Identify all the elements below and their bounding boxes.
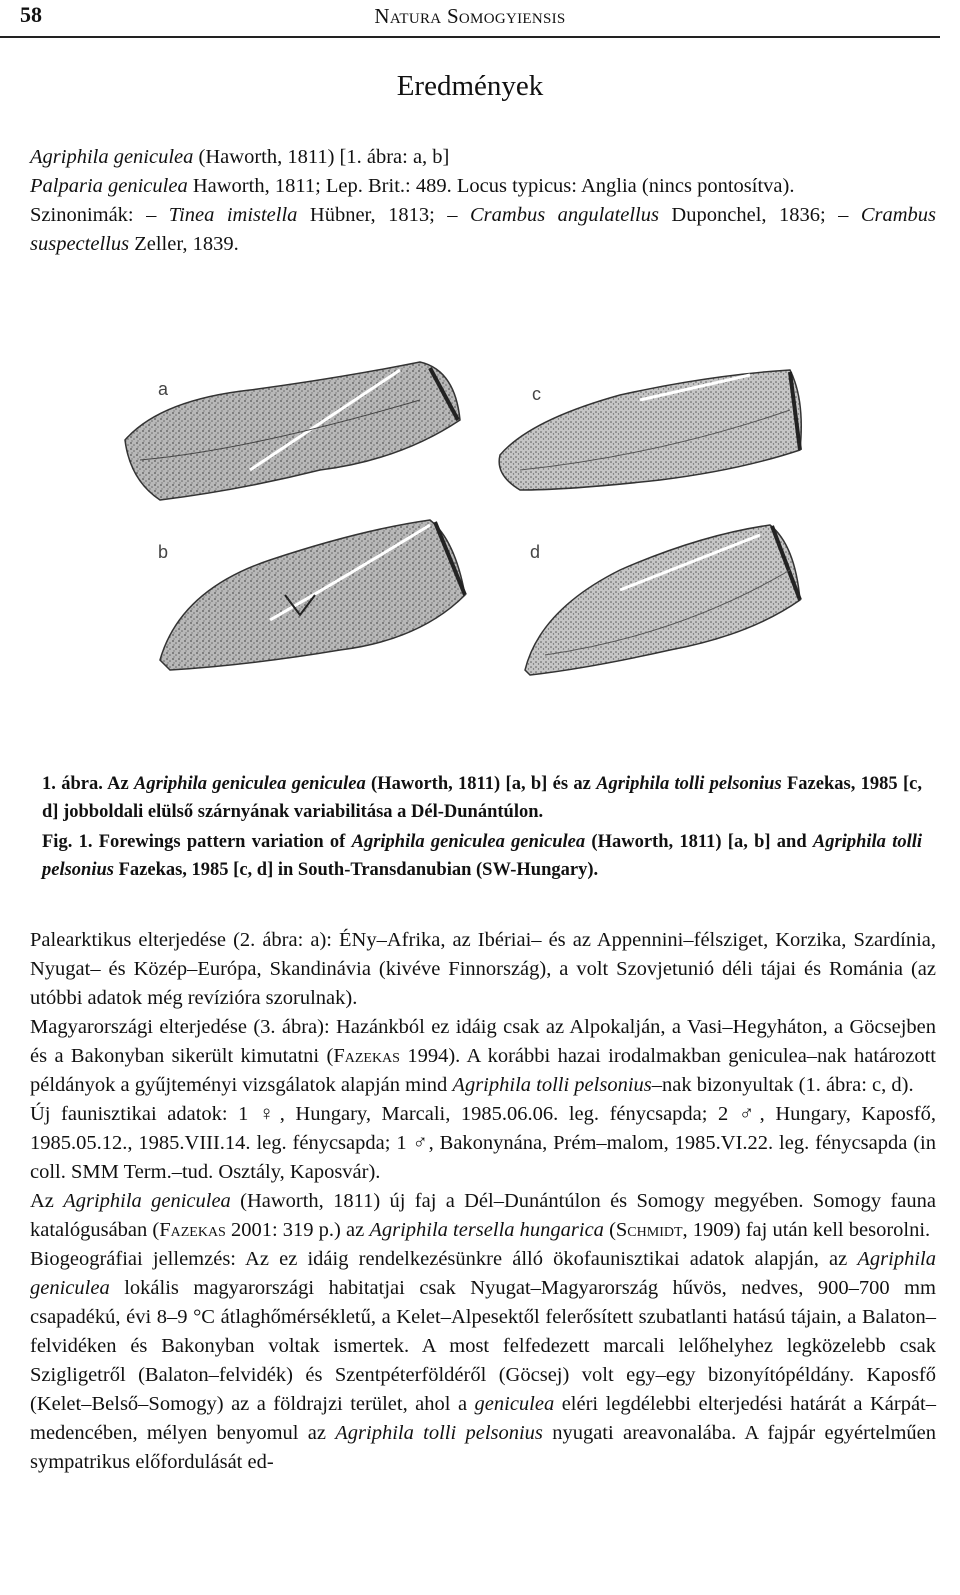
forewing-figure	[100, 340, 860, 710]
original-description: Haworth, 1811; Lep. Brit.: 489. Locus typicus: Anglia (nincs pontosítva).	[187, 175, 795, 197]
wing-d	[525, 525, 800, 675]
new-species-text-b: (Haworth, 1811) új faj a Dél–Dunántúlon és Somogy megyében. Somogy fauna katalógusában (	[30, 1190, 936, 1241]
new-faunistic-data: Új faunisztikai adatok: 1 ♀, Hungary, Marcali, 1985.06.06. leg. fénycsapda; 2 ♂, Hungary, Kaposfő, 1985.05.12., 1985.VIII.14. leg. fénycsapda; 1 ♂, Bakonynána, Prém–malom, 1985.VI.22. leg. fénycsapda (in coll. SMM Term.–tud. Osztály, Kaposvár).	[30, 1103, 936, 1183]
species-line-1	[30, 143, 936, 172]
species-author: (Haworth, 1811) [1. ábra: a, b]	[193, 146, 450, 168]
hungary-author: Fazekas	[333, 1045, 400, 1067]
journal-title: Natura Somogyiensis	[374, 4, 566, 28]
species-name: Agriphila geniculea	[30, 146, 194, 168]
wing-a	[125, 362, 460, 500]
section-title: Eredmények	[396, 70, 544, 102]
biogeo-name: Agriphila geniculea	[30, 1248, 936, 1299]
caption-hu-name1: Agriphila geniculea geniculea	[134, 774, 366, 794]
caption-en-part1: Fig. 1. Forewings pattern variation of	[42, 832, 352, 852]
species-line-2	[30, 172, 936, 201]
label-a: a	[158, 379, 169, 399]
label-b: b	[158, 542, 169, 562]
caption-hu-part1: 1. ábra. Az	[42, 774, 135, 794]
caption-hu-part2: (Haworth, 1811) [a, b] és az	[365, 774, 597, 794]
new-species-name: Agriphila geniculea	[63, 1190, 231, 1212]
wing-c	[499, 370, 801, 490]
caption-hu-part3: Fazekas, 1985 [c, d] jobboldali elülső szárnyának variabilitása a Dél-Dunántúlon.	[42, 774, 922, 822]
new-species-note	[30, 1187, 936, 1245]
caption-en-name1: Agriphila geniculea geniculea	[351, 832, 586, 852]
biogeo-text-d: nyugati areavonalába. A fajpár egyértelműen sympatrikus előfordulását ed-	[30, 1422, 936, 1473]
biogeo-text-b: lokális magyarországi habitatjai csak Nyugat–Magyarország hűvös, nedves, 900–700 mm csapadékú, évi 8–9 °C átlaghőmérsékletű, a Kelet–Alpesektől felerősített szubatlanti hatású tájain, a Balaton–felvidéken és Bakonyban voltak ismertek. A most felfedezett marcali lelőhelyhez legközelebb csak Szigligetről (Balaton–felvidék) és Szentpéterföldéről (Göcsej) volt egy–egy bizonyítópéldány. Kaposfő (Kelet–Belső–Somogy) az a földrajzi terület, ahol a	[30, 1277, 936, 1415]
original-combination: Palparia geniculea	[30, 175, 188, 197]
biogeo-name2: geniculea	[474, 1393, 555, 1415]
new-species-text-a: Az	[30, 1190, 64, 1212]
caption-en-name2: Agriphila tolli pelsonius	[42, 832, 922, 880]
caption-hungarian	[42, 770, 922, 826]
caption-en-part3: Fazekas, 1985 [c, d] in South-Transdanubian (SW-Hungary).	[113, 860, 599, 880]
forewing-illustration	[100, 340, 860, 710]
synonym-3-author: Zeller, 1839.	[129, 233, 239, 255]
page-header	[0, 0, 940, 38]
synonym-2: Crambus angulatellus	[469, 204, 659, 226]
hungary-text-c: –nak bizonyultak (1. ábra: c, d).	[651, 1074, 914, 1096]
new-species-text-e: , 1909) faj után kell besorolni.	[682, 1219, 931, 1241]
caption-english	[42, 828, 922, 884]
new-species-author2: Schmidt	[615, 1219, 683, 1241]
page-number: 58	[20, 2, 42, 27]
biogeography	[30, 1245, 936, 1477]
biogeo-name3: Agriphila tolli pelsonius	[335, 1422, 543, 1444]
caption-hu-name2: Agriphila tolli pelsonius	[596, 774, 782, 794]
biogeo-text-a: Biogeográfiai jellemzés: Az ez idáig rendelkezésünkre álló ökofaunisztikai adatok alapján, az	[30, 1248, 858, 1270]
label-d: d	[530, 542, 541, 562]
hungary-text-b: 1994). A korábbi hazai irodalmakban geniculea–nak határozott példányok a gyűjteményi vizsgálatok alapján mind	[30, 1045, 936, 1096]
synonyms-prefix: Szinonimák: –	[30, 204, 169, 226]
hungary-species: Agriphila tolli pelsonius	[452, 1074, 652, 1096]
new-species-name2: Agriphila tersella hungarica	[369, 1219, 604, 1241]
synonym-3: Crambus suspectellus	[30, 204, 936, 255]
new-species-text-d: (	[603, 1219, 616, 1241]
synonyms-line	[30, 201, 936, 259]
new-species-text-c: 2001: 319 p.) az	[225, 1219, 370, 1241]
wing-b	[160, 520, 465, 670]
hungary-text-a: Magyarországi elterjedése (3. ábra): Hazánkból ez idáig csak az Alpokalján, a Vasi–Hegyháton, a Göcsejben és a Bakonyban sikerült kimutatni (	[30, 1016, 936, 1067]
hungarian-distribution	[30, 1013, 936, 1100]
new-species-author: Fazekas	[159, 1219, 226, 1241]
caption-en-part2: (Haworth, 1811) [a, b] and	[585, 832, 813, 852]
label-c: c	[532, 384, 541, 404]
species-block	[30, 143, 936, 259]
palearctic-distribution: Palearktikus elterjedése (2. ábra: a): ÉNy–Afrika, az Ibériai– és az Appennini–félsziget, Korzika, Szardínia, Nyugat– és Közép–Európa, Skandinávia (kivéve Finnország), a volt Szovjetunió déli tájai és Románia (az utóbbi adatok még revízióra szorulnak).	[30, 929, 936, 1009]
body-text	[30, 926, 936, 1477]
synonym-1: Tinea imistella	[168, 204, 298, 226]
biogeo-text-c: eléri legdélebbi elterjedési határát a Kárpát–medencében, mélyen benyomul az	[30, 1393, 937, 1444]
synonym-2-author: Duponchel, 1836; –	[658, 204, 861, 226]
synonym-1-author: Hübner, 1813; –	[297, 204, 470, 226]
